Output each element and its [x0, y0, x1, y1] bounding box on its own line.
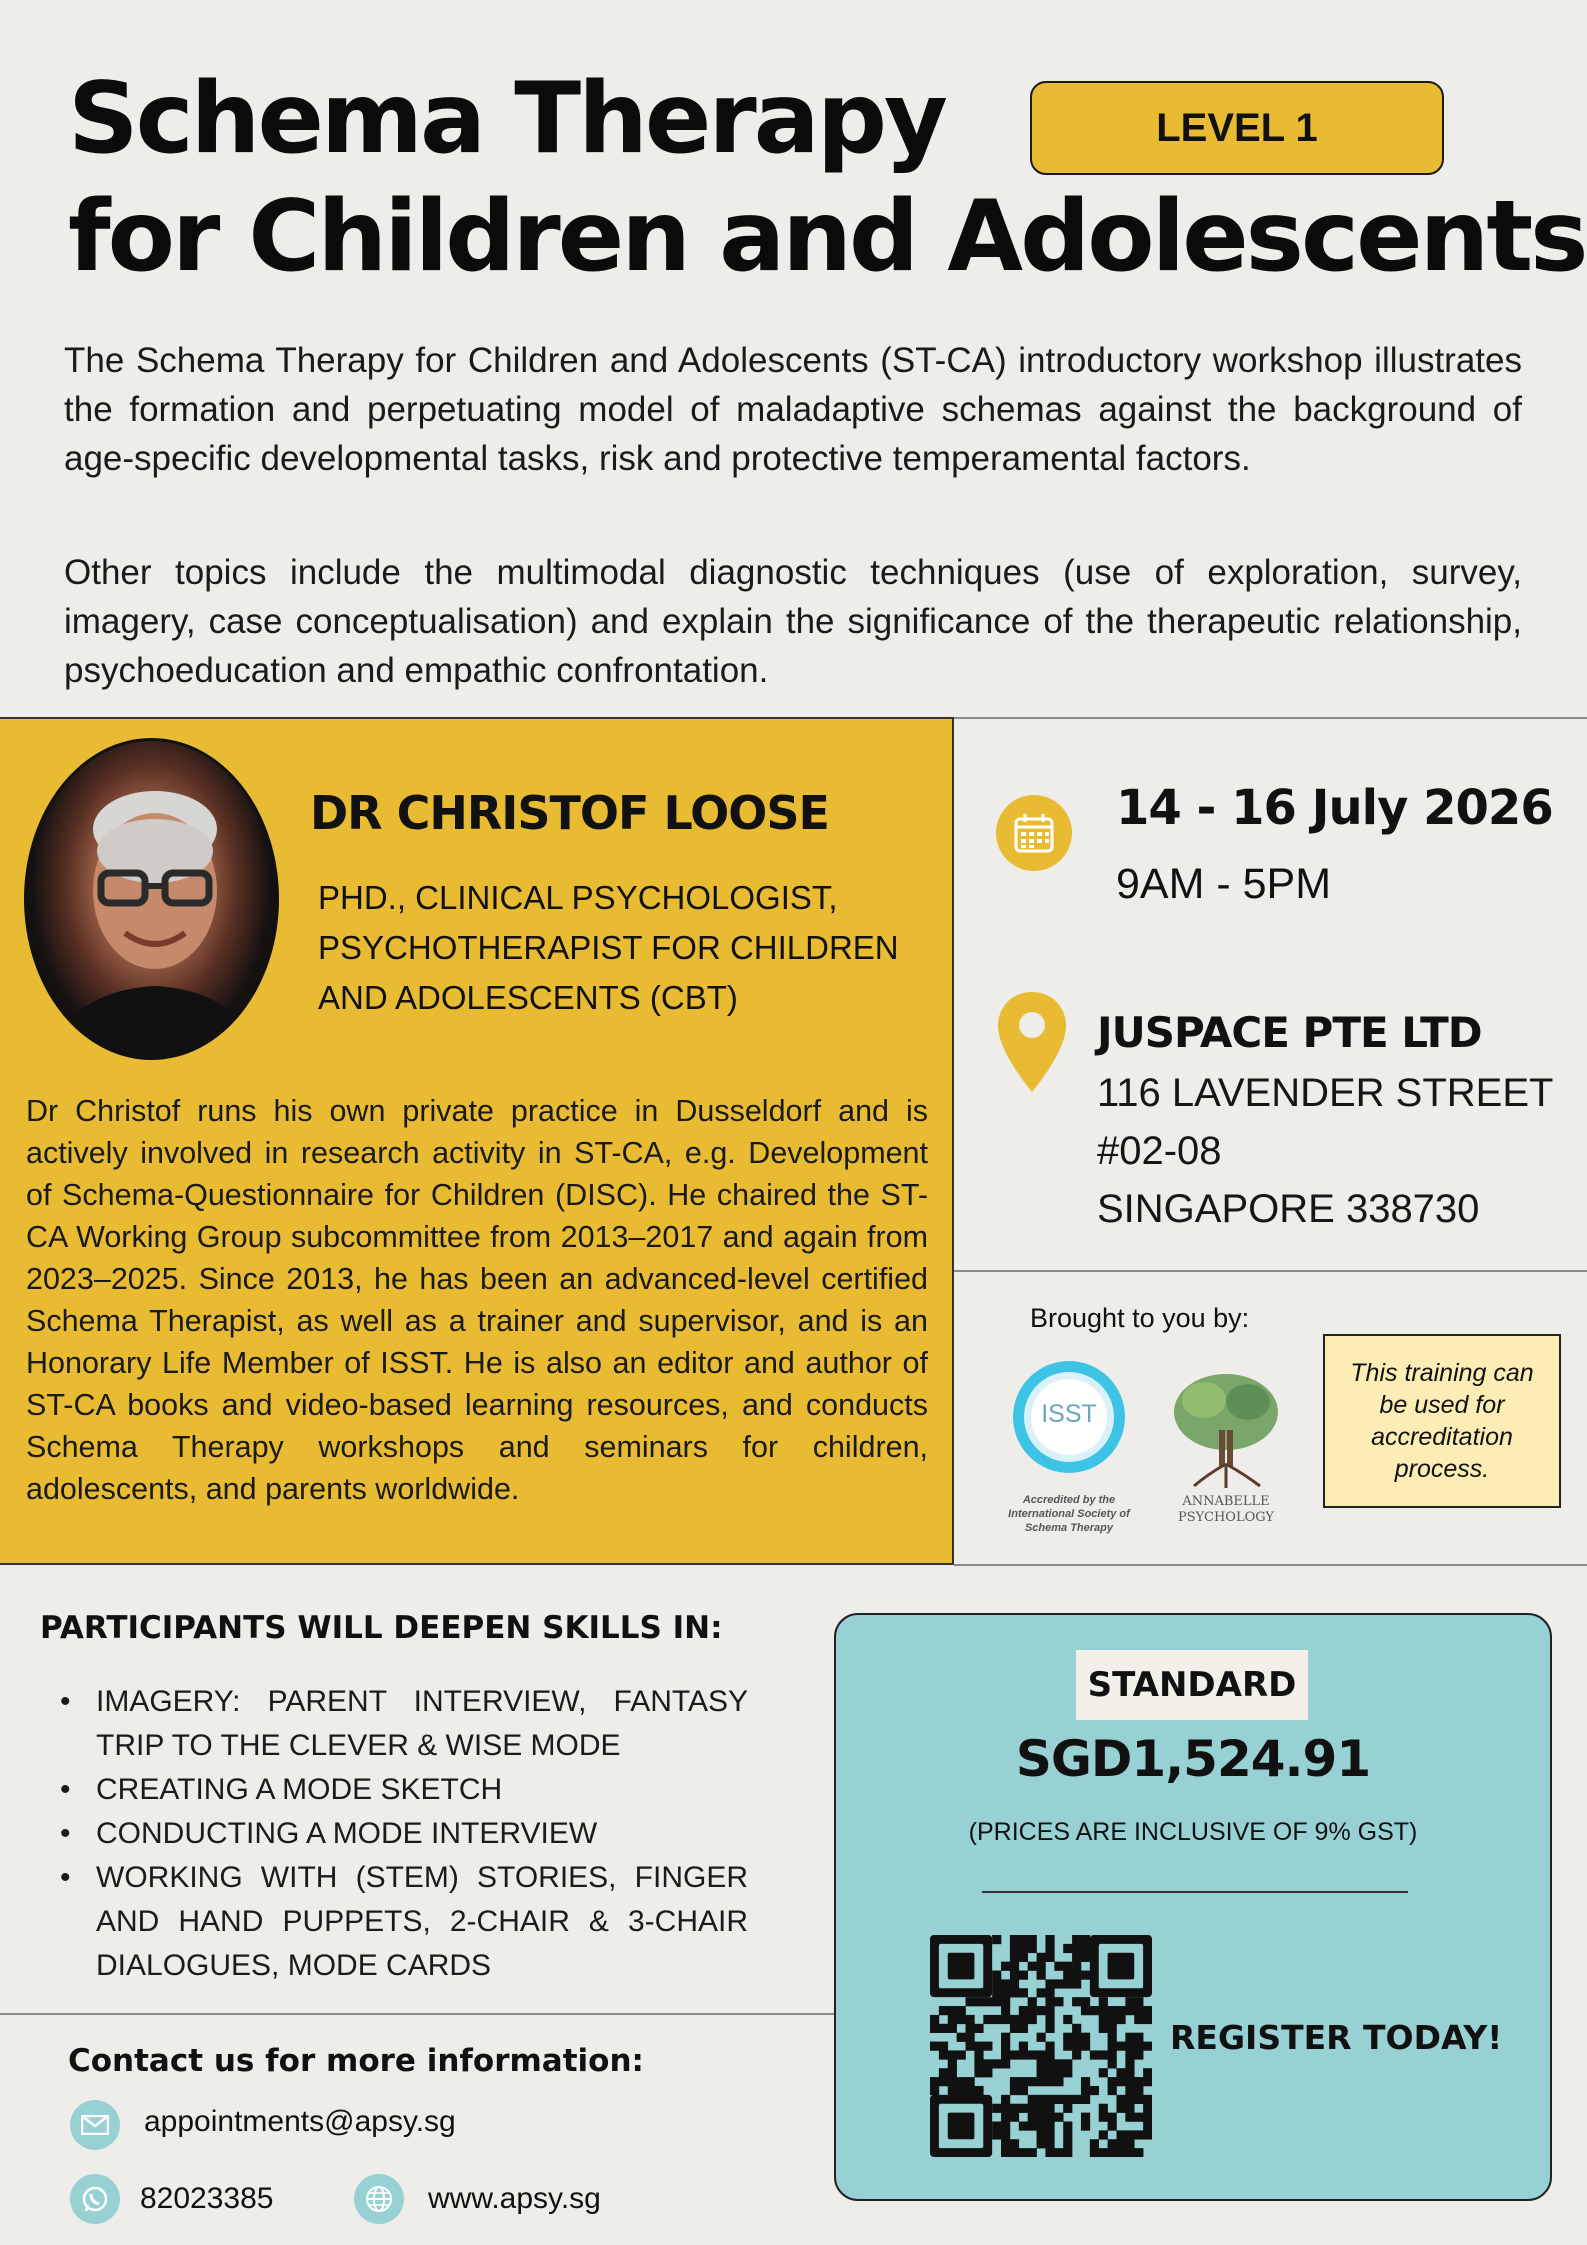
credentials-line-1: PHD., CLINICAL PSYCHOLOGIST,: [318, 879, 838, 916]
qr-code[interactable]: [930, 1935, 1152, 2157]
address-line-2: #02-08: [1097, 1129, 1222, 1173]
globe-icon: [354, 2174, 404, 2224]
isst-caption-line: Schema Therapy: [1024, 1522, 1114, 1534]
address-line-1: 116 LAVENDER STREET: [1097, 1071, 1554, 1115]
venue-name: JUSPACE PTE LTD: [1097, 1008, 1482, 1057]
qr-code-graphic[interactable]: [930, 1935, 1152, 2157]
gst-note: (PRICES ARE INCLUSIVE OF 9% GST): [968, 1818, 1418, 1846]
annabelle-line: PSYCHOLOGY: [1178, 1510, 1274, 1525]
event-date: 14 - 16 July 2026: [1116, 780, 1553, 836]
title-line-1: Schema Therapy: [68, 62, 945, 176]
speaker-credentials: [318, 873, 899, 1023]
email-icon: [70, 2100, 120, 2150]
event-time: 9AM - 5PM: [1116, 860, 1332, 908]
intro-paragraph-1: The Schema Therapy for Children and Adolescents (ST-CA) introductory workshop illustrates the formation and perpetuating model of maladaptive schemas against the background of age-specific developmental tasks, risk and protective temperamental factors.: [64, 341, 1522, 478]
skill-item: • CREATING A MODE SKETCH: [60, 1768, 748, 1812]
speaker-photo: [24, 738, 279, 1060]
speaker-name: DR CHRISTOF LOOSE: [310, 786, 829, 840]
skill-item: • WORKING WITH (STEM) STORIES, FINGER AND HAND PUPPETS, 2-CHAIR & 3-CHAIR DIALOGUES, MODE CARDS: [60, 1856, 748, 1988]
calendar-icon: [996, 795, 1072, 871]
skill-item: • IMAGERY: PARENT INTERVIEW, FANTASY TRIP TO THE CLEVER & WISE MODE: [60, 1680, 748, 1768]
intro-paragraph-2: Other topics include the multimodal diagnostic techniques (use of exploration, survey, imagery, case conceptualisation) and explain the significance of the therapeutic relationship, psychoeducation and empathic confrontation.: [64, 553, 1522, 690]
isst-caption-line: Accredited by the: [1022, 1494, 1116, 1506]
credentials-line-3: AND ADOLESCENTS (CBT): [318, 979, 738, 1016]
contact-heading: Contact us for more information:: [68, 2043, 644, 2079]
whatsapp-icon: [70, 2174, 120, 2224]
skills-list: [60, 1680, 748, 1988]
price-divider: [982, 1891, 1408, 1893]
divider: [954, 1270, 1587, 1272]
divider: [954, 1564, 1587, 1566]
level-badge: LEVEL 1: [1030, 81, 1444, 175]
annabelle-line: ANNABELLE: [1182, 1494, 1270, 1509]
accreditation-note: This training can be used for accreditation process.: [1323, 1334, 1561, 1508]
isst-caption-line: International Society of: [1008, 1508, 1130, 1520]
skill-item: • CONDUCTING A MODE INTERVIEW: [60, 1812, 748, 1856]
speaker-bio: Dr Christof runs his own private practice in Dusseldorf and is actively involved in research activity in ST-CA, e.g. Development of Schema-Questionnaire for Children (DISC). He chaired the ST-CA Working Group subcommittee from 2013–2017 and again from 2023–2025. Since 2013, he has been an advanced-level certified Schema Therapist, as well as a trainer and supervisor, and is an Honorary Life Member of ISST. He is also an editor and author of ST-CA books and video-based learning resources, and conducts Schema Therapy workshops and seminars for children, adolescents, and parents worldwide.: [26, 1094, 928, 1506]
annabelle-wordmark: [1160, 1494, 1292, 1526]
speaker-portrait: [27, 741, 279, 1060]
price-tier-label: STANDARD: [1076, 1650, 1308, 1720]
divider: [954, 717, 1587, 719]
email-link[interactable]: appointments@apsy.sg: [144, 2105, 456, 2138]
skills-heading: PARTICIPANTS WILL DEEPEN SKILLS IN:: [40, 1610, 723, 1646]
phone-link[interactable]: 82023385: [140, 2182, 274, 2215]
register-cta[interactable]: REGISTER TODAY!: [1170, 2018, 1503, 2057]
location-pin-icon: [996, 990, 1068, 1099]
website-link[interactable]: www.apsy.sg: [428, 2182, 601, 2215]
credentials-line-2: PSYCHOTHERAPIST FOR CHILDREN: [318, 929, 899, 966]
tree-logo-icon: [1168, 1370, 1284, 1490]
price-amount: SGD1,524.91: [1015, 1730, 1371, 1788]
divider: [0, 2013, 834, 2015]
address-line-3: SINGAPORE 338730: [1097, 1187, 1480, 1231]
brought-by-label: Brought to you by:: [1030, 1303, 1250, 1333]
isst-logo-text: ISST: [1041, 1400, 1097, 1428]
title-line-2: for Children and Adolescents: [68, 180, 1586, 294]
isst-caption: [990, 1493, 1148, 1535]
